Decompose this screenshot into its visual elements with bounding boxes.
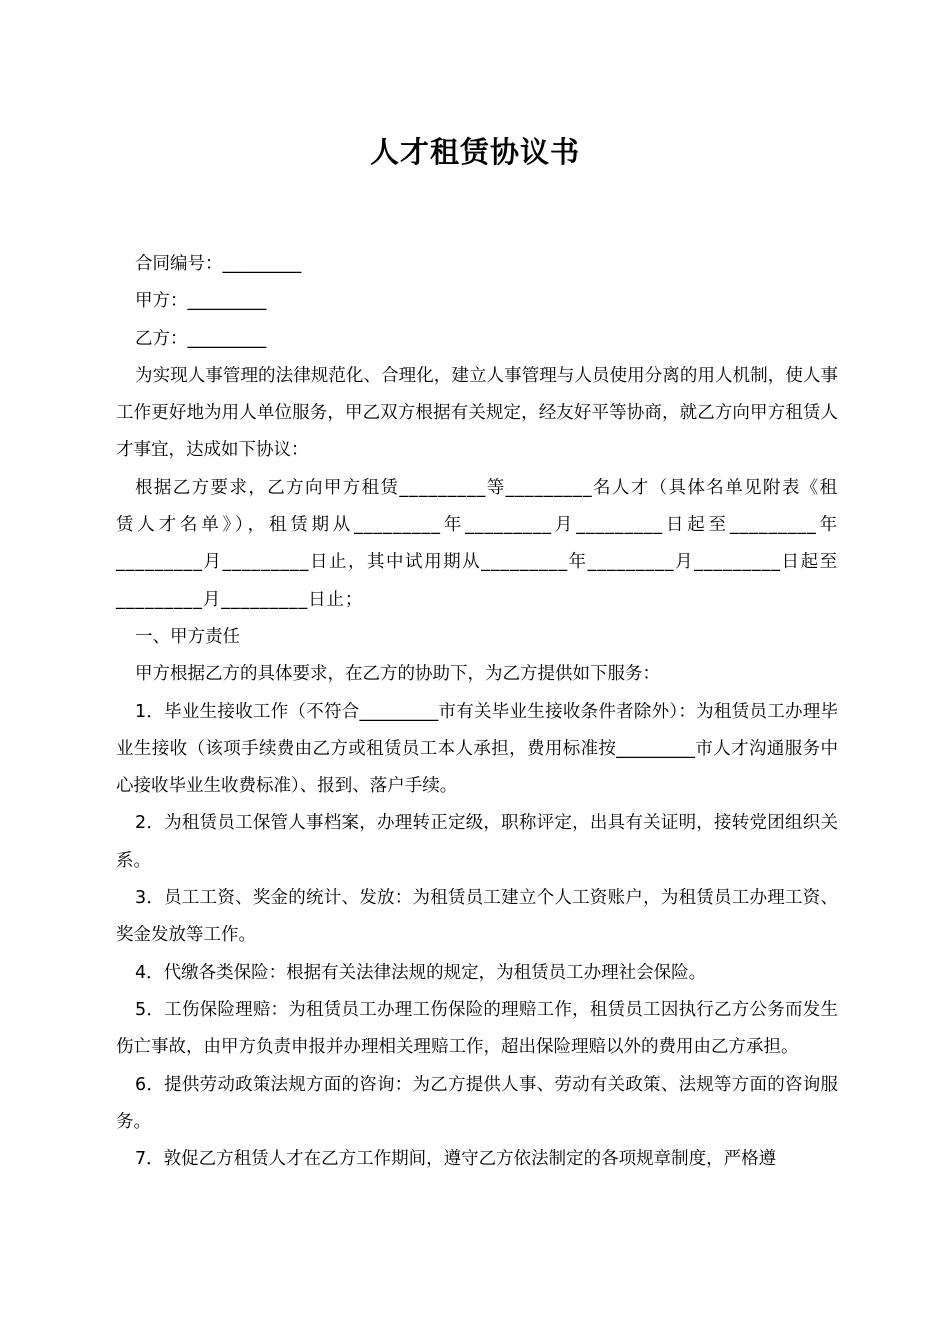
contract-number-line: 合同编号：_________ bbox=[135, 254, 302, 274]
document-body bbox=[116, 246, 838, 1178]
services-intro-paragraph: 甲方根据乙方的具体要求，在乙方的协助下，为乙方提供如下服务： bbox=[135, 664, 660, 685]
clause-3: 3．员工工资、奖金的统计、发放：为租赁员工建立个人工资账户，为租赁员工办理工资、奖金发放等工作。 bbox=[116, 888, 838, 946]
preamble-paragraph: 为实现人事管理的法律规范化、合理化，建立人事管理与人员使用分离的用人机制，使人事工作更好地为用人单位服务，甲乙双方根据有关规定，经友好平等协商，就乙方向甲方租赁人才事宜，达成如下协议： bbox=[116, 365, 838, 461]
document-title: 人才租赁协议书 bbox=[369, 135, 580, 169]
clause-7: 7．敦促乙方租赁人才在乙方工作期间，遵守乙方依法制定的各项规章制度，严格遵 bbox=[135, 1149, 777, 1170]
lease-terms-paragraph: 根据乙方要求，乙方向甲方租赁_________等_________名人才（具体名单见附表《租赁人才名单》），租赁期从_________年_________月_________日起至_________年_________月_________日止，其中试用期从_________年_________月_________日起至_________月_________日止； bbox=[116, 477, 838, 610]
clause-4: 4．代缴各类保险：根据有关法律法规的规定，为租赁员工办理社会保险。 bbox=[135, 962, 707, 983]
party-b-line: 乙方：_________ bbox=[135, 328, 267, 349]
clause-6: 6．提供劳动政策法规方面的咨询：为乙方提供人事、劳动有关政策、法规等方面的咨询服务。 bbox=[116, 1074, 838, 1132]
clause-1: 1．毕业生接收工作（不符合_________市有关毕业生接收条件者除外）：为租赁员工办理毕业生接收（该项手续费由乙方或租赁员工本人承担，费用标准按_________市人才沟通服务中心接收毕业生收费标准）、报到、落户手续。 bbox=[116, 701, 838, 797]
clause-2: 2．为租赁员工保管人事档案，办理转正定级，职称评定，出具有关证明，接转党团组织关系。 bbox=[116, 813, 838, 871]
party-a-line: 甲方：_________ bbox=[135, 291, 267, 312]
section-heading-party-a: 一、甲方责任 bbox=[135, 626, 240, 647]
clause-5: 5．工伤保险理赔：为租赁员工办理工伤保险的理赔工作，租赁员工因执行乙方公务而发生伤亡事故，由甲方负责申报并办理相关理赔工作，超出保险理赔以外的费用由乙方承担。 bbox=[116, 999, 838, 1058]
